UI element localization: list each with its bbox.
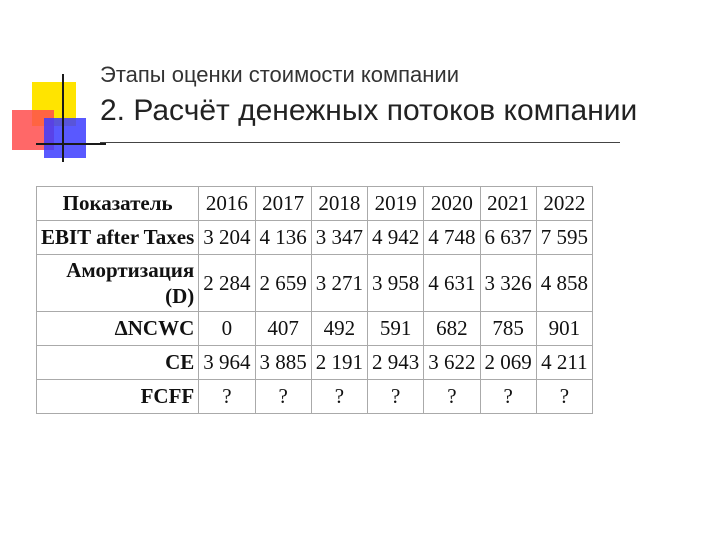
title-divider [100, 142, 620, 143]
table-cell: 4 858 [536, 255, 592, 312]
table-cell: 785 [480, 312, 536, 346]
table-cell: 3 271 [311, 255, 367, 312]
table-cell: 2 943 [368, 346, 424, 380]
table-cell: 4 136 [255, 221, 311, 255]
table-cell: ? [199, 380, 255, 414]
row-label-fcff: FCFF [37, 380, 199, 414]
table-cell: 2 069 [480, 346, 536, 380]
table-cell: 3 964 [199, 346, 255, 380]
table-cell: 6 637 [480, 221, 536, 255]
table-row [37, 255, 593, 312]
header-year-cell: 2022 [536, 187, 592, 221]
table-cell: 3 622 [424, 346, 480, 380]
table-cell: 901 [536, 312, 592, 346]
table-cell: 2 659 [255, 255, 311, 312]
table-cell: 3 326 [480, 255, 536, 312]
table-cell: ? [255, 380, 311, 414]
header-year-cell: 2016 [199, 187, 255, 221]
table-cell: ? [311, 380, 367, 414]
table-cell: 591 [368, 312, 424, 346]
vertical-line-shape [62, 74, 64, 162]
table-cell: 7 595 [536, 221, 592, 255]
table-cell: 407 [255, 312, 311, 346]
table-row [37, 312, 593, 346]
slide-title: 2. Расчёт денежных потоков компании [100, 94, 638, 127]
table-cell: 4 942 [368, 221, 424, 255]
row-label-ce: CE [37, 346, 199, 380]
table-cell: 4 631 [424, 255, 480, 312]
table-row [37, 380, 593, 414]
table-cell: ? [368, 380, 424, 414]
slide-subtitle: Этапы оценки стоимости компании [100, 62, 460, 87]
table-cell: 3 885 [255, 346, 311, 380]
row-label-line: Амортизация [66, 258, 195, 282]
table-header-row [37, 187, 593, 221]
table-cell: 3 958 [368, 255, 424, 312]
row-label-line: (D) [165, 284, 195, 308]
blue-square-shape [44, 118, 86, 158]
header-label-cell: Показатель [37, 187, 199, 221]
table-row [37, 221, 593, 255]
row-label-ncwc: ΔNCWC [37, 312, 199, 346]
header-year-cell: 2017 [255, 187, 311, 221]
table-cell: ? [536, 380, 592, 414]
table-cell: 2 191 [311, 346, 367, 380]
horizontal-line-shape [36, 143, 106, 145]
row-label-ebit: EBIT after Taxes [37, 221, 199, 255]
cash-flow-table [36, 186, 593, 414]
table-cell: 4 211 [536, 346, 592, 380]
row-label-depreciation [37, 255, 199, 312]
table-cell: 682 [424, 312, 480, 346]
decorative-corner-graphic [0, 0, 110, 170]
header-year-cell: 2018 [311, 187, 367, 221]
table-cell: ? [480, 380, 536, 414]
table-cell: 3 204 [199, 221, 255, 255]
header-year-cell: 2020 [424, 187, 480, 221]
table-cell: 0 [199, 312, 255, 346]
table-cell: ? [424, 380, 480, 414]
table-cell: 2 284 [199, 255, 255, 312]
table-row [37, 346, 593, 380]
table-cell: 4 748 [424, 221, 480, 255]
header-year-cell: 2021 [480, 187, 536, 221]
table-cell: 3 347 [311, 221, 367, 255]
table-cell: 492 [311, 312, 367, 346]
header-year-cell: 2019 [368, 187, 424, 221]
